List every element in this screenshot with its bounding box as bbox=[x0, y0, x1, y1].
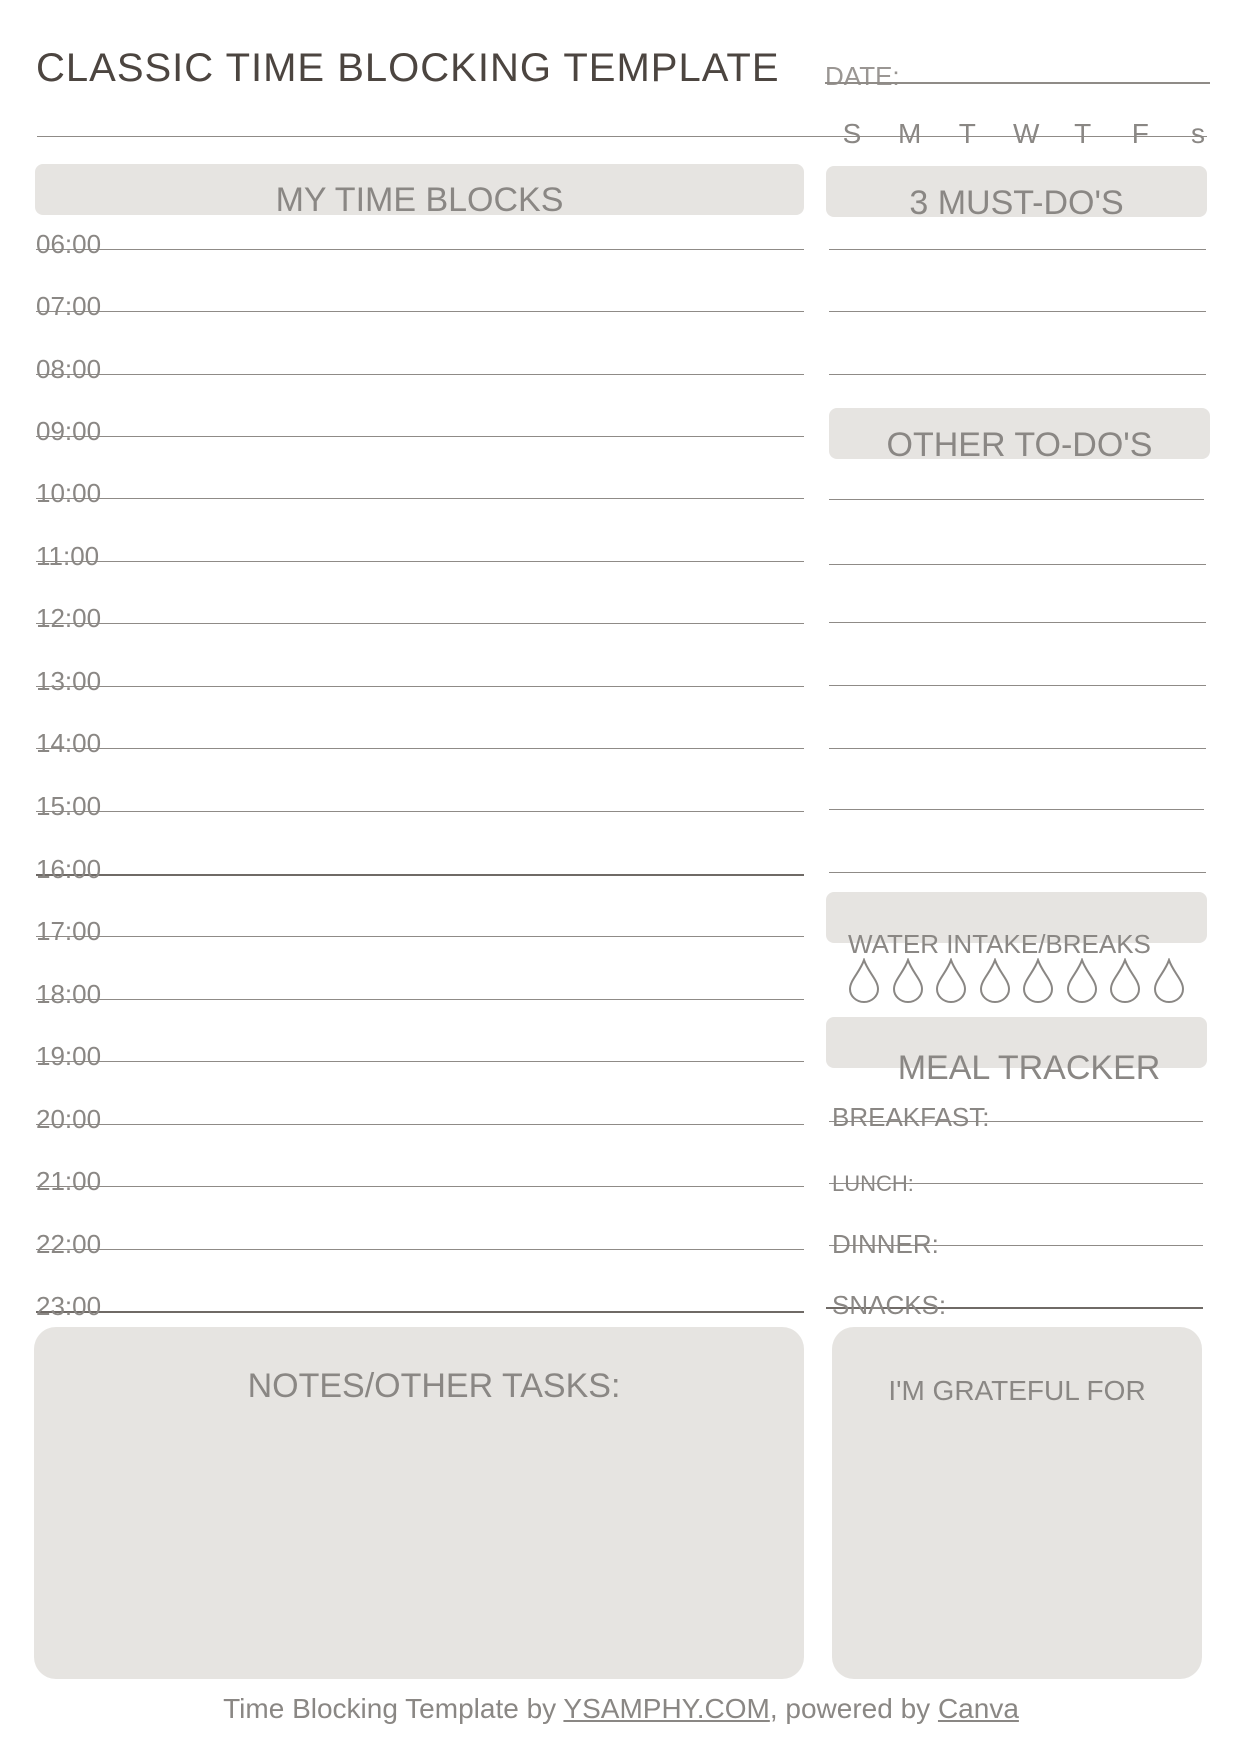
water-drop-icon[interactable] bbox=[978, 958, 1012, 1004]
day-sunday[interactable]: S bbox=[842, 118, 862, 149]
water-drop-icon[interactable] bbox=[1021, 958, 1055, 1004]
time-slot-label: 20:00 bbox=[36, 1104, 102, 1134]
time-slot-label: 17:00 bbox=[36, 916, 102, 946]
time-slot-label: 19:00 bbox=[36, 1041, 102, 1071]
day-friday[interactable]: F bbox=[1131, 118, 1149, 149]
footer-middle: , powered by bbox=[769, 1693, 938, 1724]
time-block-line[interactable] bbox=[36, 623, 804, 624]
time-block-line[interactable] bbox=[36, 1249, 804, 1250]
time-slot-label: 15:00 bbox=[36, 791, 102, 821]
time-slot-label: 06:00 bbox=[36, 229, 102, 259]
todo-line[interactable] bbox=[829, 622, 1206, 623]
water-intake-title: WATER INTAKE/BREAKS bbox=[848, 929, 1151, 959]
footer-prefix: Time Blocking Template by bbox=[223, 1693, 564, 1724]
time-slot-label: 09:00 bbox=[36, 416, 102, 446]
grateful-title: I'M GRATEFUL FOR bbox=[888, 1375, 1146, 1406]
todo-line[interactable] bbox=[829, 809, 1204, 810]
water-drop-icon[interactable] bbox=[1065, 958, 1099, 1004]
time-slot-label: 07:00 bbox=[36, 291, 102, 321]
time-block-line[interactable] bbox=[36, 311, 804, 312]
must-do-line[interactable] bbox=[829, 311, 1206, 312]
grateful-box[interactable] bbox=[832, 1327, 1202, 1679]
meal-tracker-title: MEAL TRACKER bbox=[897, 1049, 1161, 1087]
time-block-line[interactable] bbox=[36, 936, 804, 937]
time-slot-label: 23:00 bbox=[36, 1291, 102, 1321]
water-drop-icon[interactable] bbox=[891, 958, 925, 1004]
date-input-line[interactable] bbox=[825, 82, 1210, 84]
todo-line[interactable] bbox=[829, 499, 1204, 500]
time-slot-label: 18:00 bbox=[36, 979, 102, 1009]
time-block-line[interactable] bbox=[36, 999, 804, 1000]
ysamphy-link[interactable]: YSAMPHY.COM bbox=[563, 1693, 770, 1724]
time-slot-label: 12:00 bbox=[36, 603, 102, 633]
time-slot-label: 13:00 bbox=[36, 666, 102, 696]
weekday-selector bbox=[840, 118, 1210, 152]
time-slot-label: 08:00 bbox=[36, 354, 102, 384]
time-block-line[interactable] bbox=[36, 561, 804, 562]
time-block-line[interactable] bbox=[36, 686, 804, 687]
time-block-line[interactable] bbox=[36, 874, 804, 876]
day-thursday[interactable]: T bbox=[1074, 118, 1092, 149]
time-block-line[interactable] bbox=[36, 374, 804, 375]
time-block-line[interactable] bbox=[36, 249, 804, 250]
time-blocks-header bbox=[35, 164, 804, 219]
notes-box[interactable] bbox=[34, 1327, 804, 1679]
day-saturday[interactable]: s bbox=[1190, 118, 1205, 149]
time-block-line[interactable] bbox=[36, 748, 804, 749]
todo-line[interactable] bbox=[829, 748, 1206, 749]
footer-credit bbox=[0, 1693, 1242, 1725]
time-slot-label: 16:00 bbox=[36, 854, 102, 884]
other-todos-title: OTHER TO-DO'S bbox=[886, 426, 1153, 464]
todo-line[interactable] bbox=[829, 685, 1206, 686]
snacks-label: SNACKS: bbox=[832, 1290, 947, 1320]
water-drop-icon[interactable] bbox=[934, 958, 968, 1004]
time-block-line[interactable] bbox=[36, 436, 804, 437]
todo-line[interactable] bbox=[829, 872, 1206, 873]
must-do-line[interactable] bbox=[829, 249, 1206, 250]
water-drop-icon[interactable] bbox=[847, 958, 881, 1004]
other-todos-header bbox=[829, 408, 1210, 464]
time-slot-label: 10:00 bbox=[36, 478, 102, 508]
must-do-line[interactable] bbox=[829, 374, 1206, 375]
time-block-line[interactable] bbox=[36, 1311, 804, 1313]
time-block-line[interactable] bbox=[36, 1186, 804, 1187]
time-slot-label: 22:00 bbox=[36, 1229, 102, 1259]
time-block-line[interactable] bbox=[36, 1061, 804, 1062]
water-drop-icon[interactable] bbox=[1152, 958, 1186, 1004]
todo-line[interactable] bbox=[829, 564, 1206, 565]
must-dos-title: 3 MUST-DO'S bbox=[909, 184, 1124, 222]
time-block-line[interactable] bbox=[36, 498, 804, 499]
day-monday[interactable]: M bbox=[897, 118, 922, 149]
day-tuesday[interactable]: T bbox=[958, 118, 976, 149]
time-block-line[interactable] bbox=[36, 811, 804, 812]
dinner-label: DINNER: bbox=[832, 1229, 939, 1259]
time-slot-label: 11:00 bbox=[36, 541, 100, 571]
time-blocks-title: MY TIME BLOCKS bbox=[275, 181, 564, 219]
water-drop-icon[interactable] bbox=[1108, 958, 1142, 1004]
canva-link[interactable]: Canva bbox=[937, 1693, 1019, 1724]
must-dos-header bbox=[826, 166, 1207, 222]
time-slot-label: 14:00 bbox=[36, 728, 102, 758]
page-title: CLASSIC TIME BLOCKING TEMPLATE bbox=[36, 46, 780, 90]
time-block-line[interactable] bbox=[36, 1124, 804, 1125]
date-label: DATE: bbox=[825, 61, 900, 91]
notes-title: NOTES/OTHER TASKS: bbox=[247, 1367, 621, 1405]
meal-tracker-header bbox=[826, 1017, 1207, 1087]
breakfast-label: BREAKFAST: bbox=[832, 1102, 990, 1132]
lunch-label: LUNCH: bbox=[832, 1171, 914, 1196]
day-wednesday[interactable]: W bbox=[1012, 118, 1040, 149]
time-slot-label: 21:00 bbox=[36, 1166, 102, 1196]
